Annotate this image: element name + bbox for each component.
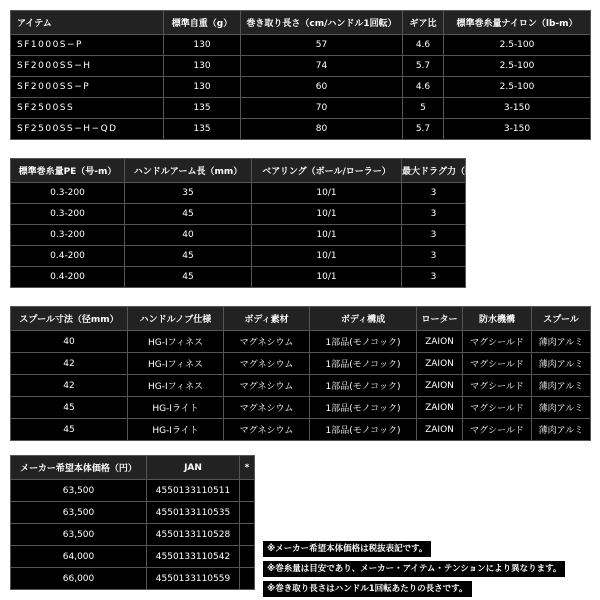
cell-bearing: 10/1 <box>252 204 402 225</box>
cell-knob: HG-Iライト <box>128 419 224 441</box>
cell-spool: 薄肉アルミ <box>532 353 591 375</box>
cell-model: SF2500SS <box>11 98 164 119</box>
spec-table-4 <box>10 455 255 590</box>
cell-structure: 1部品(モノコック) <box>310 375 417 397</box>
cell-drag: 3 <box>402 246 466 267</box>
table-row <box>11 353 591 375</box>
cell-rotor: ZAION <box>417 331 463 353</box>
header-retrieve-length: 巻き取り長さ（cm/ハンドル1回転） <box>241 11 403 35</box>
cell-rotor: ZAION <box>417 375 463 397</box>
cell-bearing: 10/1 <box>252 246 402 267</box>
spec-table-2 <box>10 158 487 288</box>
table-row <box>11 331 591 353</box>
header-waterproof: 防水機構 <box>463 307 532 331</box>
header-item: アイテム <box>11 11 164 35</box>
table-row <box>11 183 466 204</box>
cell-handle: 45 <box>125 267 252 288</box>
cell-model: SF2000SS−P <box>11 77 164 98</box>
header-jan: JAN <box>147 456 240 480</box>
cell-rotor: ZAION <box>417 397 463 419</box>
cell-waterproof: マグシールド <box>463 353 532 375</box>
cell-pe: 0.3-200 <box>11 225 125 246</box>
cell-pe: 0.4-200 <box>11 267 125 288</box>
cell-handle: 45 <box>125 246 252 267</box>
table-row <box>11 267 466 288</box>
cell-waterproof: マグシールド <box>463 331 532 353</box>
cell-weight: 135 <box>164 119 241 140</box>
table-row <box>11 502 255 524</box>
cell-asterisk <box>240 502 255 524</box>
cell-structure: 1部品(モノコック) <box>310 397 417 419</box>
table-header-row <box>11 307 591 331</box>
cell-drag: 3 <box>402 183 466 204</box>
cell-asterisk <box>240 546 255 568</box>
cell-retrieve: 60 <box>241 77 403 98</box>
cell-material: マグネシウム <box>224 397 310 419</box>
header-body-structure: ボディ構成 <box>310 307 417 331</box>
cell-structure: 1部品(モノコック) <box>310 353 417 375</box>
cell-pe: 0.3-200 <box>11 183 125 204</box>
table-row <box>11 77 591 98</box>
cell-gear: 4.6 <box>403 35 444 56</box>
cell-knob: HG-Iライト <box>128 397 224 419</box>
cell-bearing: 10/1 <box>252 183 402 204</box>
cell-model: SF2000SS−H <box>11 56 164 77</box>
header-gear-ratio: ギア比 <box>403 11 444 35</box>
note-retrieve-length: ※巻き取り長さはハンドル1回転あたりの長さです。 <box>263 581 472 597</box>
cell-drag: 3 <box>402 204 466 225</box>
header-pe-capacity: 標準巻糸量PE（号-m） <box>11 159 125 183</box>
cell-handle: 45 <box>125 204 252 225</box>
cell-pe: 0.3-200 <box>11 204 125 225</box>
table-row <box>11 98 591 119</box>
table-header-row <box>11 11 591 35</box>
cell-asterisk <box>240 524 255 546</box>
header-spool: スプール <box>532 307 591 331</box>
cell-knob: HG-Iフィネス <box>128 353 224 375</box>
cell-jan: 4550133110535 <box>147 502 240 524</box>
cell-nylon: 2.5-100 <box>444 35 591 56</box>
note-price-tax: ※メーカー希望本体価格は税抜表記です。 <box>263 541 431 557</box>
header-handle-length: ハンドルアーム長（mm） <box>125 159 252 183</box>
note-line-capacity: ※巻糸量は目安であり、メーカー・アイテム・テンションにより異なります。 <box>263 561 565 577</box>
table-row <box>11 225 466 246</box>
cell-asterisk <box>240 568 255 590</box>
cell-spool: 薄肉アルミ <box>532 397 591 419</box>
cell-pe: 0.4-200 <box>11 246 125 267</box>
header-body-material: ボディ素材 <box>224 307 310 331</box>
table-row <box>11 546 255 568</box>
cell-retrieve: 70 <box>241 98 403 119</box>
cell-material: マグネシウム <box>224 419 310 441</box>
cell-price: 63,500 <box>11 502 147 524</box>
header-rotor: ローター <box>417 307 463 331</box>
cell-nylon: 2.5-100 <box>444 77 591 98</box>
cell-drag: 3 <box>402 225 466 246</box>
cell-bearing: 10/1 <box>252 225 402 246</box>
header-spool-size: スプール寸法（径mm） <box>11 307 128 331</box>
cell-spool-size: 40 <box>11 331 128 353</box>
cell-retrieve: 57 <box>241 35 403 56</box>
header-nylon-capacity: 標準巻糸量ナイロン（lb-m） <box>444 11 591 35</box>
table-row <box>11 56 591 77</box>
cell-price: 63,500 <box>11 524 147 546</box>
table-row <box>11 119 591 140</box>
cell-retrieve: 74 <box>241 56 403 77</box>
header-weight: 標準自重（g） <box>164 11 241 35</box>
cell-spool-size: 45 <box>11 419 128 441</box>
table-row <box>11 480 255 502</box>
table-row <box>11 375 591 397</box>
cell-structure: 1部品(モノコック) <box>310 419 417 441</box>
header-max-drag: 最大ドラグ力（kg） <box>402 159 466 183</box>
cell-rotor: ZAION <box>417 419 463 441</box>
cell-price: 64,000 <box>11 546 147 568</box>
cell-spool: 薄肉アルミ <box>532 419 591 441</box>
cell-jan: 4550133110559 <box>147 568 240 590</box>
cell-gear: 5.7 <box>403 119 444 140</box>
cell-price: 66,000 <box>11 568 147 590</box>
cell-waterproof: マグシールド <box>463 375 532 397</box>
cell-rotor: ZAION <box>417 353 463 375</box>
table-row <box>11 246 466 267</box>
cell-nylon: 3-150 <box>444 98 591 119</box>
table-row <box>11 397 591 419</box>
cell-gear: 4.6 <box>403 77 444 98</box>
cell-handle: 40 <box>125 225 252 246</box>
cell-model: SF1000S−P <box>11 35 164 56</box>
cell-material: マグネシウム <box>224 353 310 375</box>
spec-table-1 <box>10 10 591 140</box>
spec-table-3 <box>10 306 591 441</box>
header-price: メーカー希望本体価格（円） <box>11 456 147 480</box>
header-bearing: ベアリング（ボール/ローラー） <box>252 159 402 183</box>
cell-spool-size: 42 <box>11 375 128 397</box>
cell-drag: 3 <box>402 267 466 288</box>
table-header-row <box>11 456 255 480</box>
table-row <box>11 568 255 590</box>
cell-jan: 4550133110528 <box>147 524 240 546</box>
table-row <box>11 35 591 56</box>
table-row <box>11 419 591 441</box>
cell-price: 63,500 <box>11 480 147 502</box>
cell-jan: 4550133110511 <box>147 480 240 502</box>
table-row <box>11 524 255 546</box>
cell-weight: 130 <box>164 56 241 77</box>
cell-knob: HG-Iフィネス <box>128 375 224 397</box>
table-header-row <box>11 159 466 183</box>
header-handle-knob: ハンドルノブ仕様 <box>128 307 224 331</box>
cell-asterisk <box>240 480 255 502</box>
cell-spool-size: 42 <box>11 353 128 375</box>
cell-gear: 5.7 <box>403 56 444 77</box>
table-row <box>11 204 466 225</box>
cell-weight: 130 <box>164 35 241 56</box>
cell-spool-size: 45 <box>11 397 128 419</box>
cell-handle: 35 <box>125 183 252 204</box>
header-asterisk: * <box>240 456 255 480</box>
cell-material: マグネシウム <box>224 375 310 397</box>
cell-nylon: 3-150 <box>444 119 591 140</box>
cell-weight: 135 <box>164 98 241 119</box>
cell-spool: 薄肉アルミ <box>532 375 591 397</box>
cell-nylon: 2.5-100 <box>444 56 591 77</box>
cell-jan: 4550133110542 <box>147 546 240 568</box>
cell-gear: 5 <box>403 98 444 119</box>
cell-retrieve: 80 <box>241 119 403 140</box>
cell-material: マグネシウム <box>224 331 310 353</box>
cell-bearing: 10/1 <box>252 267 402 288</box>
cell-waterproof: マグシールド <box>463 397 532 419</box>
cell-weight: 130 <box>164 77 241 98</box>
cell-model: SF2500SS−H−QD <box>11 119 164 140</box>
cell-structure: 1部品(モノコック) <box>310 331 417 353</box>
cell-knob: HG-Iフィネス <box>128 331 224 353</box>
cell-waterproof: マグシールド <box>463 419 532 441</box>
cell-spool: 薄肉アルミ <box>532 331 591 353</box>
